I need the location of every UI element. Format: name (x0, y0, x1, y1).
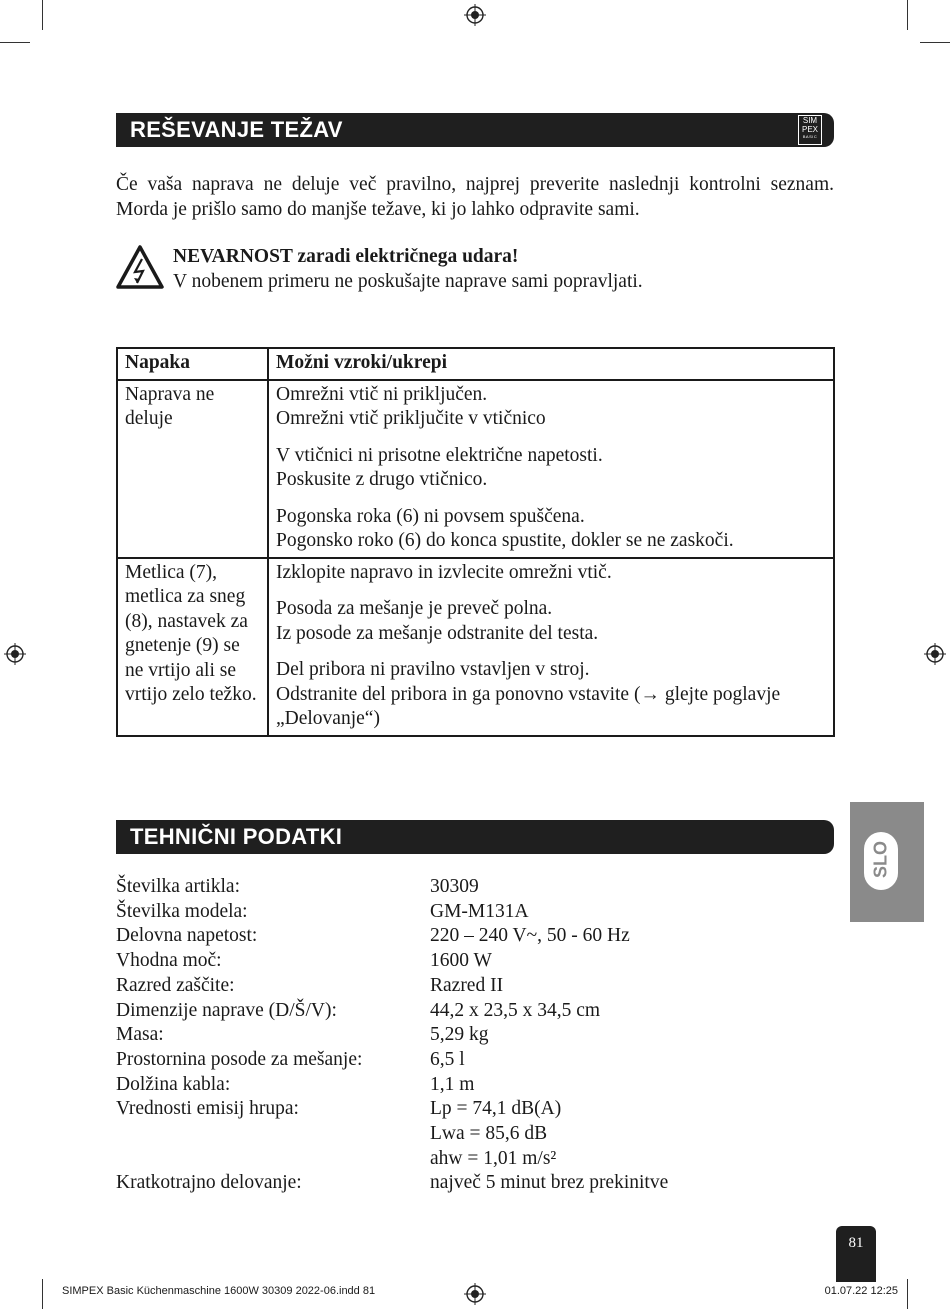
causes-cell (268, 558, 834, 736)
spec-row (116, 1073, 668, 1098)
cause-text: Omrežni vtič ni priključen. (276, 383, 488, 405)
electric-hazard-icon (115, 244, 165, 290)
spec-value: Lwa = 85,6 dB (430, 1123, 548, 1145)
spec-row (116, 1023, 668, 1048)
print-timestamp: 01.07.22 12:25 (824, 1285, 898, 1297)
cause-item (276, 658, 827, 732)
cause-item (276, 561, 827, 586)
spec-values (430, 1048, 465, 1073)
spec-label: Dimenzije naprave (D/Š/V): (116, 999, 337, 1021)
crop-mark (42, 1279, 43, 1309)
intro-paragraph: Če vaša naprava ne deluje več pravilno, najprej preverite naslednji kontrolni seznam. Morda je prišlo samo do manjše težave, ki jo lahko odpravite sami. (116, 174, 834, 220)
warning-title: NEVARNOST zaradi električnega udara! (173, 246, 519, 267)
spec-values (430, 924, 630, 949)
spec-label: Masa: (116, 1024, 164, 1046)
registration-mark-icon (464, 4, 486, 26)
spec-label: Dolžina kabla: (116, 1073, 231, 1095)
remedy-text: Pogonsko roko (6) do konca spustite, dokler se ne zaskoči. (276, 530, 734, 551)
spec-row (116, 875, 668, 900)
spec-value: 220 – 240 V~, 50 - 60 Hz (430, 925, 630, 947)
spec-values (430, 949, 492, 974)
spec-label: Prostornina posode za mešanje: (116, 1048, 363, 1070)
warning-text: V nobenem primeru ne poskušajte naprave sami popravljati. (173, 271, 643, 292)
spec-values (430, 1023, 489, 1048)
language-tab (850, 802, 924, 922)
spec-row (116, 974, 668, 999)
remedy-text: Omrežni vtič priključite v vtičnico (276, 408, 546, 429)
spec-value: 6,5 l (430, 1048, 465, 1070)
causes-cell (268, 380, 834, 558)
fault-cell: Naprava ne deluje (117, 380, 268, 558)
spec-values (430, 1171, 668, 1196)
section-title: REŠEVANJE TEŽAV (130, 117, 343, 142)
spec-row (116, 949, 668, 974)
spec-values (430, 1073, 474, 1098)
remedy-text: Izklopite napravo in izvlecite omrežni vtič. (276, 561, 612, 583)
table-row (117, 380, 834, 558)
spec-row (116, 1171, 668, 1196)
spec-label: Delovna napetost: (116, 925, 258, 947)
spec-values (430, 875, 479, 900)
spec-label: Kratkotrajno delovanje: (116, 1172, 302, 1194)
section-title: TEHNIČNI PODATKI (130, 824, 343, 849)
file-slug: SIMPEX Basic Küchenmaschine 1600W 30309 2022-06.indd 81 (62, 1285, 376, 1297)
table-header-row (117, 348, 834, 380)
language-code: SLO (870, 841, 891, 879)
crop-mark (920, 42, 950, 43)
crop-mark (42, 0, 43, 30)
spec-value: Lp = 74,1 dB(A) (430, 1098, 562, 1120)
logo-text: SIM (802, 116, 818, 125)
remedy-text: Iz posode za mešanje odstranite del testa. (276, 622, 599, 644)
spec-value: največ 5 minut brez prekinitve (430, 1172, 669, 1194)
cause-text: Del pribora ni pravilno vstavljen v stroj. (276, 659, 590, 680)
cause-text: Posoda za mešanje je preveč polna. (276, 598, 553, 619)
column-header: Možni vzroki/ukrepi (268, 348, 834, 380)
spec-value: 44,2 x 23,5 x 34,5 cm (430, 999, 601, 1021)
spec-row (116, 900, 668, 925)
column-header: Napaka (117, 348, 268, 380)
language-badge (864, 832, 898, 890)
spec-label: Vrednosti emisij hrupa: (116, 1098, 299, 1120)
spec-value: 1600 W (430, 950, 492, 972)
spec-values (430, 900, 529, 925)
spec-value: GM-M131A (430, 900, 529, 922)
spec-row (116, 1097, 668, 1171)
logo-text: PEX (801, 125, 818, 134)
remedy-text: Poskusite z drugo vtičnico. (276, 469, 488, 490)
crop-mark (907, 0, 908, 30)
technical-specs-list (116, 875, 668, 1196)
remedy-text: Odstranite del pribora in ga ponovno vstavite (→ glejte poglavje „Delovanje“) (276, 683, 781, 729)
crop-mark (907, 1279, 908, 1309)
spec-label: Vhodna moč: (116, 950, 222, 972)
section-header-troubleshooting (116, 113, 834, 147)
spec-values (430, 974, 503, 999)
spec-row (116, 924, 668, 949)
spec-row (116, 999, 668, 1024)
table-row (117, 558, 834, 736)
cause-item (276, 505, 827, 554)
spec-value: 1,1 m (430, 1073, 475, 1095)
crop-mark (0, 42, 30, 43)
logo-text: BASIC (802, 134, 818, 139)
spec-value: 5,29 kg (430, 1024, 489, 1046)
troubleshooting-table (116, 347, 835, 737)
cause-text: Pogonska roka (6) ni povsem spuščena. (276, 505, 585, 527)
registration-mark-icon (924, 643, 946, 665)
registration-mark-icon (464, 1283, 486, 1305)
simpex-logo (798, 115, 822, 145)
cause-item (276, 383, 827, 432)
spec-values (430, 1097, 561, 1171)
section-header-technical-data (116, 820, 834, 854)
registration-mark-icon (4, 643, 26, 665)
spec-label: Številka artikla: (116, 876, 241, 897)
fault-cell: Metlica (7), metlica za sneg (8), nastavek za gnetenje (9) se ne vrtijo ali se vrtijo zelo težko. (117, 558, 268, 736)
spec-row (116, 1048, 668, 1073)
spec-label: Številka modela: (116, 900, 248, 922)
cause-item (276, 597, 827, 646)
page-number: 81 (836, 1226, 876, 1282)
spec-value: ahw = 1,01 m/s² (430, 1147, 557, 1169)
spec-label: Razred zaščite: (116, 974, 235, 996)
spec-values (430, 999, 600, 1024)
cause-text: V vtičnici ni prisotne električne napetosti. (276, 444, 603, 466)
spec-value: 30309 (430, 876, 479, 897)
spec-value: Razred II (430, 974, 504, 996)
cause-item (276, 444, 827, 493)
